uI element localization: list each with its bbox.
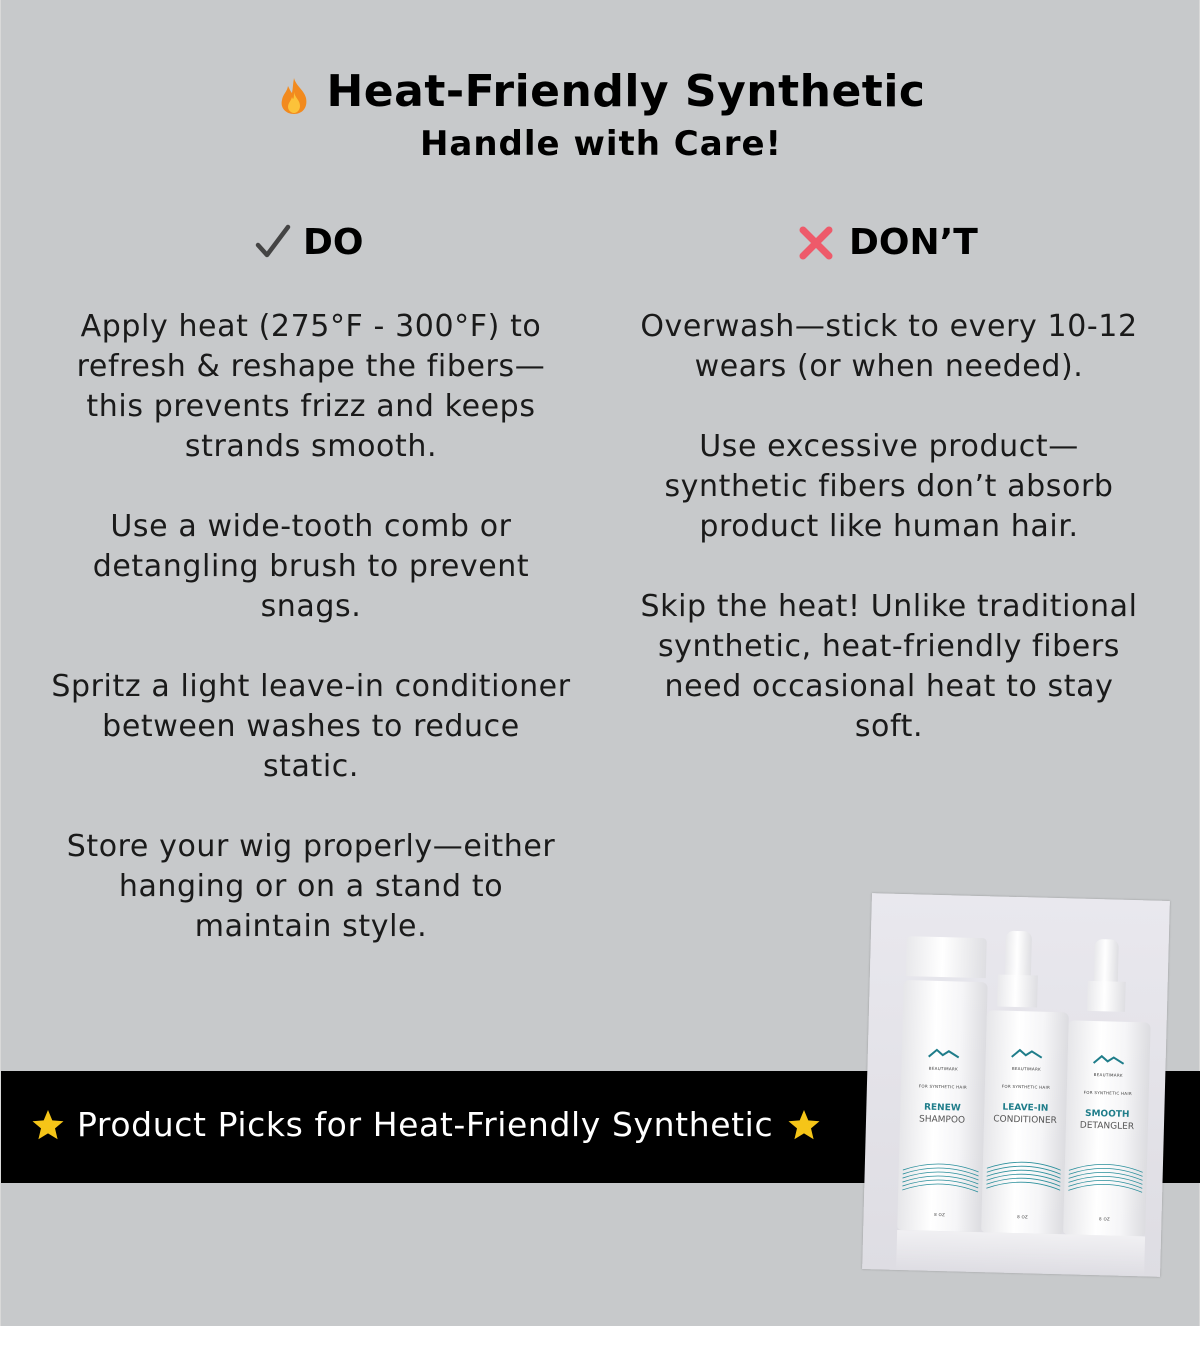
product-size: 8 OZ xyxy=(1017,1214,1029,1220)
dont-heading xyxy=(797,222,978,263)
spray-collar xyxy=(997,974,1038,1007)
product-name-line2: CONDITIONER xyxy=(993,1114,1057,1127)
do-heading-label: DO xyxy=(303,222,364,263)
dont-list xyxy=(629,307,1149,787)
brand-logo-icon xyxy=(927,1047,961,1060)
do-item: Spritz a light leave-in conditioner between washes to reduce static. xyxy=(51,669,571,784)
product-size: 8 OZ xyxy=(934,1211,946,1218)
product-name-line2: SHAMPOO xyxy=(918,1114,966,1126)
do-list xyxy=(51,307,571,987)
bottle-reflection xyxy=(896,1230,1145,1276)
title-row xyxy=(1,66,1200,117)
shampoo-cap xyxy=(906,936,987,978)
dont-item: Skip the heat! Unlike traditional synthetic, heat-friendly fibers need occasional heat to stay soft. xyxy=(640,589,1138,744)
spray-pump xyxy=(1094,939,1119,986)
dont-item: Use excessive product—synthetic fibers don’t absorb product like human hair. xyxy=(664,429,1114,544)
product-brand: BEAUTIMARK xyxy=(1011,1065,1042,1072)
wave-pattern-icon xyxy=(986,1158,1061,1200)
product-name-line1: LEAVE-IN xyxy=(1002,1102,1049,1114)
check-icon xyxy=(253,223,293,263)
star-icon xyxy=(787,1108,821,1142)
x-icon xyxy=(797,224,835,262)
fire-icon xyxy=(276,76,312,116)
product-name-line1: SMOOTH xyxy=(1084,1108,1130,1120)
product-photo xyxy=(862,893,1170,1277)
dont-item: Overwash—stick to every 10-12 wears (or when needed). xyxy=(640,309,1138,384)
product-brand: BEAUTIMARK xyxy=(1093,1072,1123,1078)
detangler-bottle xyxy=(1063,1020,1151,1236)
wave-pattern-icon xyxy=(902,1160,979,1202)
shampoo-bottle xyxy=(897,980,988,1232)
page-subtitle: Handle with Care! xyxy=(419,124,783,164)
page-title: Heat-Friendly Synthetic xyxy=(326,66,926,117)
product-brand: BEAUTIMARK xyxy=(928,1065,959,1072)
conditioner-bottle xyxy=(981,1010,1069,1234)
banner-content xyxy=(31,1105,821,1144)
product-name-line2: DETANGLER xyxy=(1079,1120,1135,1133)
spray-pump xyxy=(1005,931,1032,980)
product-name-line1: RENEW xyxy=(923,1102,961,1114)
do-item: Store your wig properly—either hanging or on a stand to maintain style. xyxy=(66,829,556,944)
product-tag: FOR SYNTHETIC HAIR xyxy=(1001,1083,1051,1090)
spray-collar xyxy=(1087,981,1126,1012)
product-tag: FOR SYNTHETIC HAIR xyxy=(1083,1089,1133,1097)
product-size: 8 OZ xyxy=(1099,1216,1111,1222)
wave-pattern-icon xyxy=(1068,1160,1143,1202)
brand-logo-icon xyxy=(1010,1047,1044,1060)
do-item: Apply heat (275°F - 300°F) to refresh & reshape the fibers—this prevents frizz and keeps strands smooth. xyxy=(76,309,546,464)
dont-heading-label: DON’T xyxy=(849,222,978,263)
do-item: Use a wide-tooth comb or detangling brush to prevent snags. xyxy=(92,509,530,624)
star-icon xyxy=(31,1108,65,1142)
banner-text: Product Picks for Heat-Friendly Synthetic xyxy=(77,1105,774,1144)
product-tag: FOR SYNTHETIC HAIR xyxy=(918,1083,968,1090)
brand-logo-icon xyxy=(1092,1053,1126,1066)
do-heading xyxy=(253,222,364,263)
